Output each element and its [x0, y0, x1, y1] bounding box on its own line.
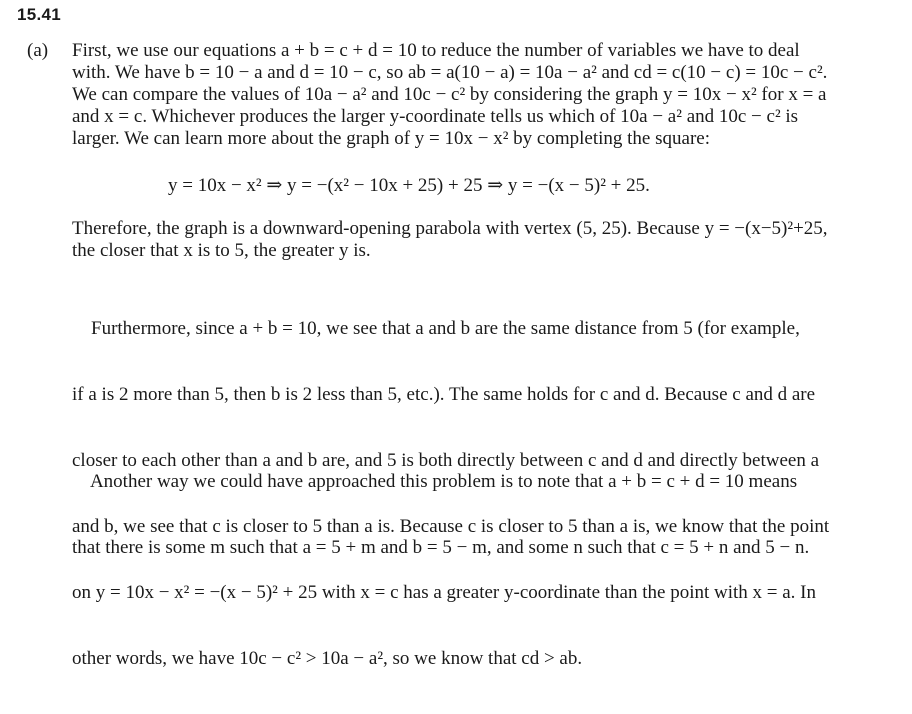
- paragraph-line: the closer that x is to 5, the greater y is.: [72, 240, 371, 261]
- problem-number: 15.41: [17, 5, 62, 24]
- paragraph-line: that there is some m such that a = 5 + m and b = 5 − m, and some n such that c = 5 + n and 5 − n.: [72, 537, 810, 558]
- paragraph-line: Therefore, the graph is a downward-opening parabola with vertex (5, 25). Because y = −(x−5)²+25,: [72, 218, 828, 239]
- paragraph-line: Furthermore, since a + b = 10, we see that a and b are the same distance from 5 (for example,: [72, 318, 800, 339]
- paragraph-line: and x = c. Whichever produces the larger y-coordinate tells us which of 10a − a² and 10c − c² is: [72, 106, 799, 127]
- paragraph-line: closer to each other than a and b are, and 5 is both directly between c and d and directly between a: [72, 450, 820, 471]
- paragraph-line: if a is 2 more than 5, then b is 2 less than 5, etc.). The same holds for c and d. Because c and d are: [72, 384, 816, 405]
- paragraph-2: [72, 218, 892, 262]
- paragraph-line: other words, we have 10c − c² > 10a − a², so we know that cd > ab.: [72, 648, 583, 669]
- paragraph-line: First, we use our equations a + b = c + d = 10 to reduce the number of variables we have to deal: [72, 40, 800, 61]
- paragraph-line: on y = 10x − x² = −(x − 5)² + 25 with x = c has a greater y-coordinate than the point with x = a. In: [72, 582, 817, 603]
- paragraph-line: We can compare the values of 10a − a² and 10c − c² by considering the graph y = 10x − x² for x = a: [72, 84, 827, 105]
- part-label: (a): [27, 40, 49, 61]
- paragraph-line: Another way we could have approached this problem is to note that a + b = c + d = 10 means: [72, 471, 798, 492]
- display-equation: y = 10x − x² ⇒ y = −(x² − 10x + 25) + 25 ⇒ y = −(x − 5)² + 25.: [168, 175, 650, 196]
- paragraph-line: and b, we see that c is closer to 5 than a is. Because c is closer to 5 than a is, we know that the point: [72, 516, 830, 537]
- paragraph-4: [72, 427, 892, 603]
- paragraph-line: larger. We can learn more about the graph of y = 10x − x² by completing the square:: [72, 128, 710, 149]
- paragraph-line: with. We have b = 10 − a and d = 10 − c, so ab = a(10 − a) = 10a − a² and cd = c(10 − c) = 10c − c².: [72, 62, 828, 83]
- paragraph-1: [72, 40, 892, 150]
